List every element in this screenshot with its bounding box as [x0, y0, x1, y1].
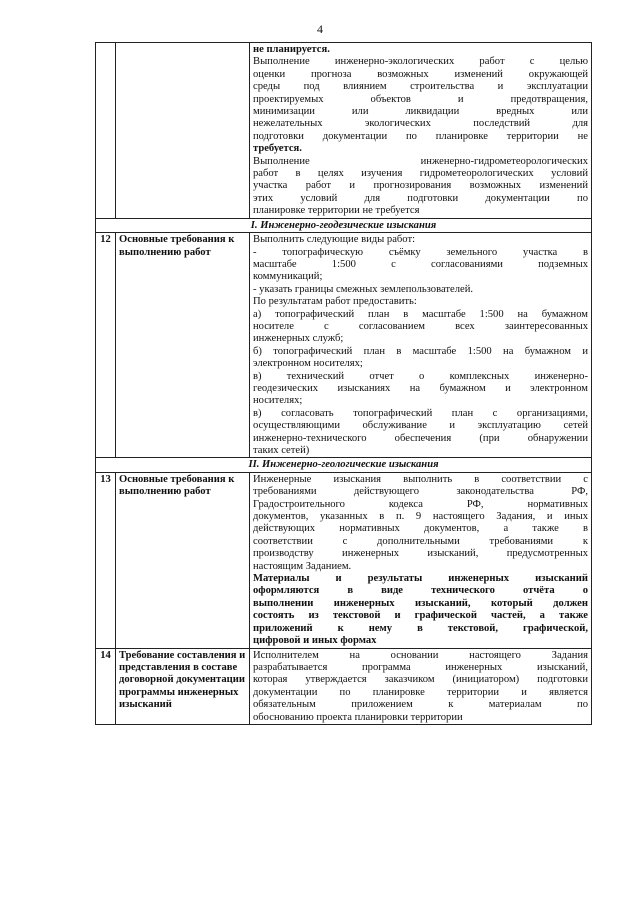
table-row-13: [96, 472, 592, 648]
text-line: в) технический отчет о комплексных инженерно-: [253, 370, 588, 382]
text-line: которая утверждается заказчиком (инициатором) подготовки: [253, 674, 588, 686]
table-row-continuation: [96, 43, 592, 219]
text-line: нежелательных экологических последствий для: [253, 118, 588, 130]
text-line: разрабатывается программа инженерных изысканий,: [253, 661, 588, 673]
text-line: в) согласовать топографический план с организациями,: [253, 407, 588, 419]
requirements-table: [95, 42, 592, 725]
row-number: 14: [96, 648, 116, 724]
row-content: [253, 44, 588, 218]
text-line: оценки прогноза возможных изменений окружающей: [253, 68, 588, 80]
text-line: требованиями действующего законодательства РФ,: [253, 486, 588, 498]
text-line: обоснованию проекта планировки территории: [253, 711, 463, 723]
text-line: - указать границы смежных землепользователей.: [253, 283, 474, 295]
row-content: [253, 474, 588, 648]
text-line: документации по планировке территории и является: [253, 686, 588, 698]
row-label: Требование составления и представления в составе договорной документации программы инженерных изысканий: [116, 648, 250, 724]
row-label: Основные требования к выполнению работ: [116, 472, 250, 648]
row-label: Основные требования к выполнению работ: [116, 233, 250, 458]
text-line: Выполнить следующие виды работ:: [253, 234, 416, 246]
text-line: участка работ и прогнозирования возможных изменений: [253, 180, 588, 192]
text-line: осуществляющими обслуживание и эксплуатацию сетей: [253, 420, 588, 432]
text-line: Выполнение инженерно-экологических работ с целью: [253, 56, 588, 68]
text-line: По результатам работ предоставить:: [253, 296, 417, 308]
row-label-cell: [116, 43, 250, 219]
text-line: коммуникаций;: [253, 271, 323, 283]
section-title-geodetic: I. Инженерно-геодезические изыскания: [96, 218, 592, 232]
text-line: Исполнителем на основании настоящего Задания: [253, 649, 588, 661]
text-line: этих условий для подготовки документации по: [253, 192, 588, 204]
text-line: носителях;: [253, 395, 303, 407]
text-line: таких сетей): [253, 445, 310, 456]
text-line: приложений к нему в текстовой, графической,: [253, 622, 588, 634]
text-line: оформляются в виде технического отчёта о: [253, 585, 588, 597]
row-number-cell: [96, 43, 116, 219]
text-line: инженерных служб;: [253, 333, 344, 345]
text-line: производству инженерных изысканий, предусмотренных: [253, 548, 588, 560]
text-line: не планируется.: [253, 44, 330, 55]
text-line: Инженерные изыскания выполнить в соответствии с: [253, 473, 588, 485]
row-content-cell: [250, 648, 592, 724]
text-line: масштабе 1:500 с согласованиями подземных: [253, 258, 588, 270]
row-content-cell: [250, 233, 592, 458]
text-line: действующих нормативных документов, а также в: [253, 523, 588, 535]
text-line: соответствии с дополнительными требованиями к: [253, 535, 588, 547]
text-line: настоящим Заданием.: [253, 560, 352, 572]
text-line: требуется.: [253, 143, 302, 155]
row-content: [253, 650, 588, 724]
text-line: минимизации или ликвидации вредных или: [253, 106, 588, 118]
row-content-cell: [250, 472, 592, 648]
text-line: б) топографический план в масштабе 1:500 на бумажном и: [253, 345, 588, 357]
text-line: документов, указанных в п. 9 настоящего Задания, и иных: [253, 511, 588, 523]
text-line: Материалы и результаты инженерных изысканий: [253, 573, 588, 585]
text-line: выполнении инженерных изысканий, который должен: [253, 597, 588, 609]
text-line: инженерно-технического обеспечения (при обнаружении: [253, 432, 588, 444]
text-line: проектируемых объектов и предотвращения,: [253, 93, 588, 105]
text-line: электронном носителях;: [253, 358, 363, 370]
text-line: а) топографический план в масштабе 1:500 на бумажном: [253, 308, 588, 320]
page-number: 4: [317, 22, 323, 36]
section-title-geological: II. Инженерно-геологические изыскания: [96, 458, 592, 472]
table-row-12: [96, 233, 592, 458]
text-line: среды под влиянием строительства и эксплуатации: [253, 81, 588, 93]
table-row-14: [96, 648, 592, 724]
text-line: состоять из текстовой и графической частей, а также: [253, 610, 588, 622]
row-number: 12: [96, 233, 116, 458]
section-header-row: [96, 218, 592, 232]
row-content: [253, 234, 588, 457]
text-line: работ в целях изучения гидрометеорологических условий: [253, 168, 588, 180]
text-line: Градостроительного кодекса РФ, нормативных: [253, 498, 588, 510]
row-number: 13: [96, 472, 116, 648]
section-header-row: [96, 458, 592, 472]
text-line: планировке территории не требуется: [253, 205, 420, 217]
text-line: носителе с согласованием всех заинтересованных: [253, 320, 588, 332]
text-line: Выполнение инженерно-гидрометеорологических: [253, 155, 588, 167]
text-line: цифровой и иных формах: [253, 635, 377, 647]
text-line: - топографическую съёмку земельного участка в: [253, 246, 588, 258]
text-line: обязательным приложением к материалам по: [253, 699, 588, 711]
text-line: геодезических изысканиях на бумажном и электронном: [253, 382, 588, 394]
text-line: подготовки документации по планировке территории не: [253, 130, 588, 142]
row-content-cell: [250, 43, 592, 219]
